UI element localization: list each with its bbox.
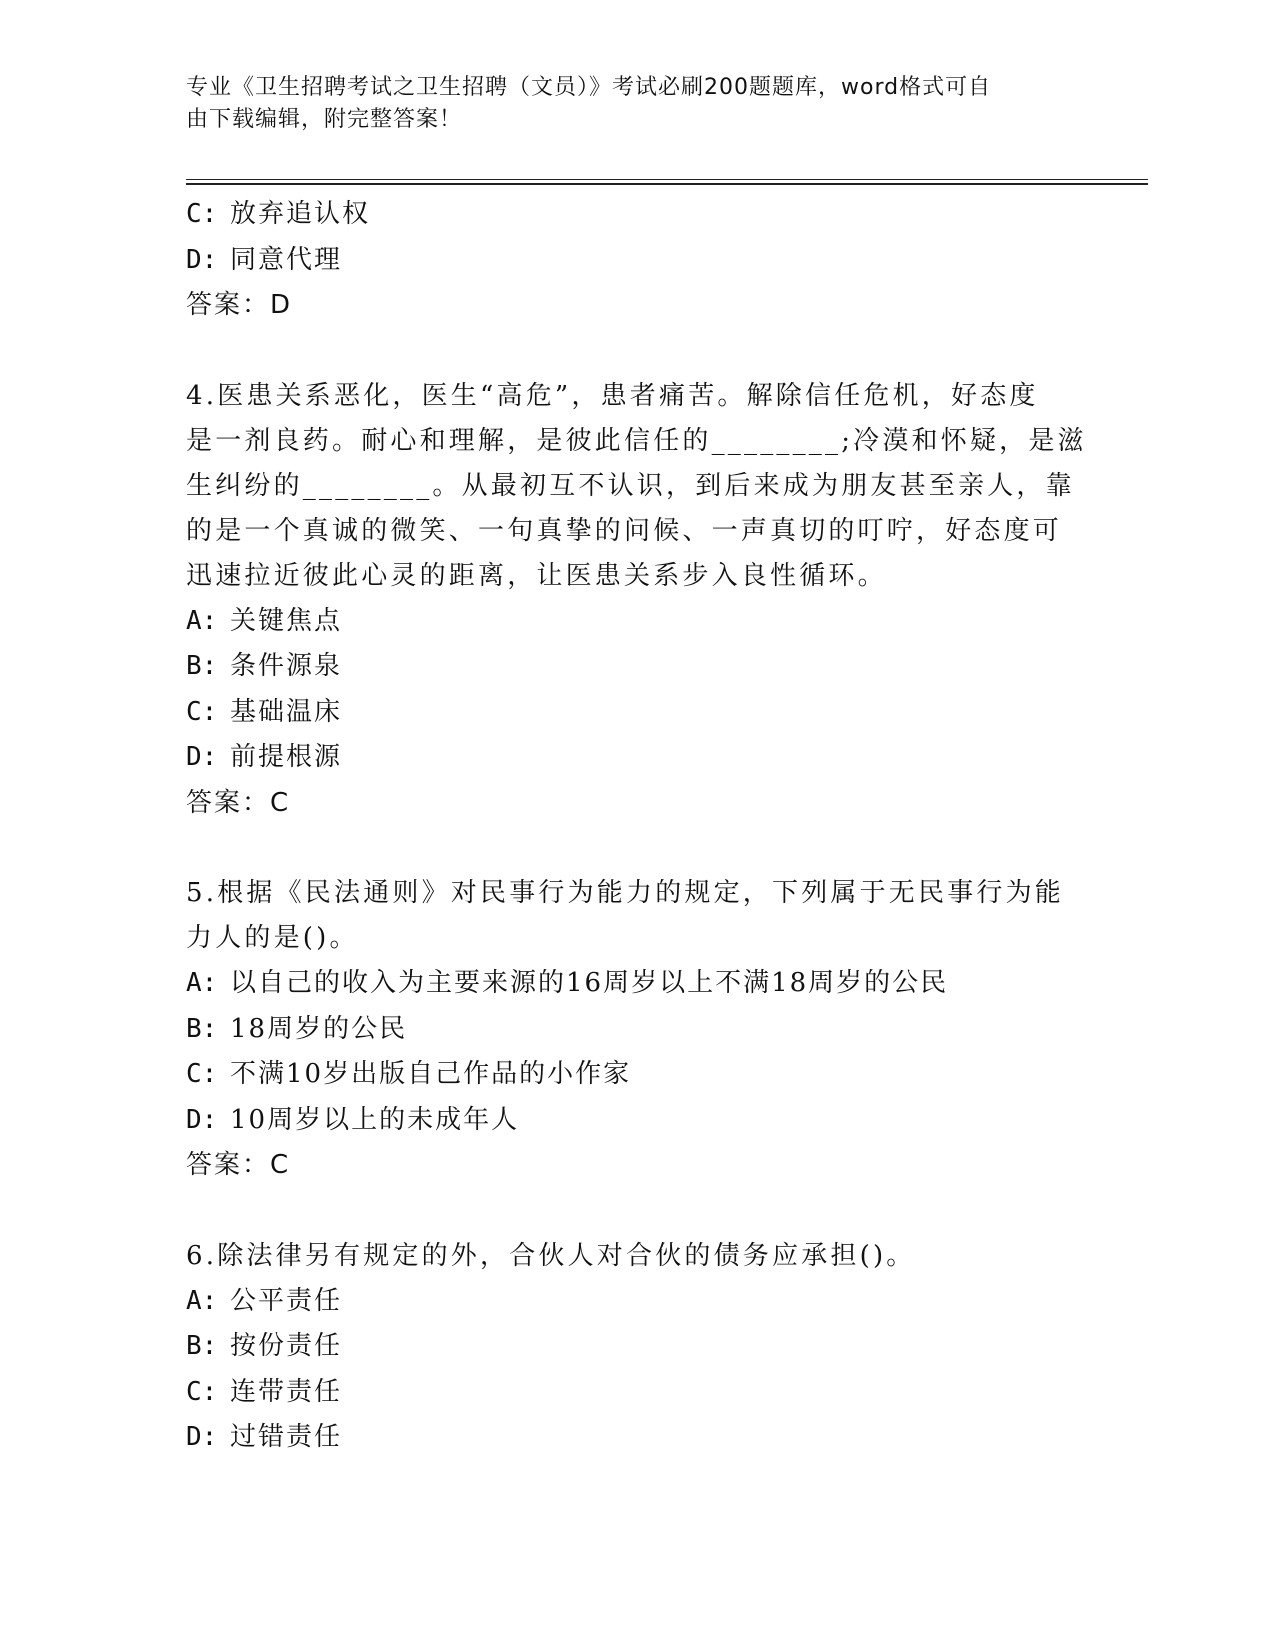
spacer xyxy=(186,329,1086,374)
question-5 xyxy=(186,871,1086,1189)
spacer xyxy=(186,1189,1086,1234)
question-6 xyxy=(186,1234,1086,1461)
question-content xyxy=(186,192,1086,1461)
option-text: 按份责任 xyxy=(230,1331,343,1361)
answer-line: 答案：D xyxy=(186,290,293,320)
option-d xyxy=(186,1098,1086,1144)
option-letter: D: xyxy=(186,742,218,772)
spacer xyxy=(186,826,1086,871)
option-text: 前提根源 xyxy=(230,742,343,772)
question-stem-line: 力人的是()。 xyxy=(186,923,359,953)
option-text: 基础温床 xyxy=(230,696,343,727)
option-a xyxy=(186,961,1086,1007)
option-letter: A: xyxy=(186,1285,218,1316)
option-text: 10周岁以上的未成年人 xyxy=(230,1104,520,1135)
page-header xyxy=(186,72,1086,136)
option-b xyxy=(186,1324,1086,1370)
question-stem-line: 迅速拉近彼此心灵的距离，让医患关系步入良性循环。 xyxy=(186,560,887,591)
question-stem-line: 5.根据《民法通则》对民事行为能力的规定，下列属于无民事行为能 xyxy=(186,878,1065,908)
option-letter: C: xyxy=(186,1059,218,1089)
option-letter: C: xyxy=(186,1376,218,1407)
option-a xyxy=(186,1279,1086,1325)
option-letter: A: xyxy=(186,605,218,636)
option-d xyxy=(186,1415,1086,1461)
question-stem-line: 6.除法律另有规定的外，合伙人对合伙的债务应承担()。 xyxy=(186,1240,916,1271)
option-letter: B: xyxy=(186,1013,218,1044)
option-c xyxy=(186,1370,1086,1416)
option-text: 连带责任 xyxy=(230,1376,343,1407)
option-text: 同意代理 xyxy=(230,244,343,275)
header-line-2: 由下载编辑，附完整答案！ xyxy=(186,107,463,132)
option-letter: D: xyxy=(186,244,218,275)
option-text: 18周岁的公民 xyxy=(230,1013,408,1044)
option-text: 放弃追认权 xyxy=(230,199,371,229)
option-letter: D: xyxy=(186,1104,218,1135)
question-stem-line: 是一剂良药。耐心和理解，是彼此信任的________;冷漠和怀疑，是滋 xyxy=(186,425,1087,456)
option-text: 过错责任 xyxy=(230,1422,343,1452)
option-a xyxy=(186,599,1086,645)
answer-line: 答案：C xyxy=(186,787,291,818)
header-divider-thick xyxy=(186,183,1148,185)
question-stem-line: 的是一个真诚的微笑、一句真挚的问候、一声真切的叮咛，好态度可 xyxy=(186,515,1063,546)
question-stem-line: 4.医患关系恶化，医生“高危”，患者痛苦。解除信任危机，好态度 xyxy=(186,380,1039,411)
option-letter: B: xyxy=(186,1331,218,1361)
option-b xyxy=(186,644,1086,690)
option-text: 不满10岁出版自己作品的小作家 xyxy=(230,1059,632,1089)
question-4 xyxy=(186,374,1086,827)
option-letter: B: xyxy=(186,651,218,681)
answer-line: 答案：C xyxy=(186,1150,291,1180)
option-text: 关键焦点 xyxy=(230,605,343,636)
option-letter: A: xyxy=(186,968,218,998)
option-text: 公平责任 xyxy=(230,1285,343,1316)
option-text: 条件源泉 xyxy=(230,651,343,681)
question-stem-line: 生纠纷的________。从最初互不认识，到后来成为朋友甚至亲人，靠 xyxy=(186,470,1075,501)
option-c xyxy=(186,192,1086,238)
option-letter: D: xyxy=(186,1422,218,1452)
option-letter: C: xyxy=(186,696,218,727)
option-d xyxy=(186,238,1086,284)
option-b xyxy=(186,1007,1086,1053)
header-divider-thin xyxy=(186,179,1148,180)
option-d xyxy=(186,735,1086,781)
question-3-tail xyxy=(186,192,1086,329)
option-c xyxy=(186,1052,1086,1098)
option-text: 以自己的收入为主要来源的16周岁以上不满18周岁的公民 xyxy=(230,968,949,998)
option-letter: C: xyxy=(186,199,218,229)
option-c xyxy=(186,690,1086,736)
header-line-1: 专业《卫生招聘考试之卫生招聘（文员）》考试必刷200题题库，word格式可自 xyxy=(186,75,992,100)
